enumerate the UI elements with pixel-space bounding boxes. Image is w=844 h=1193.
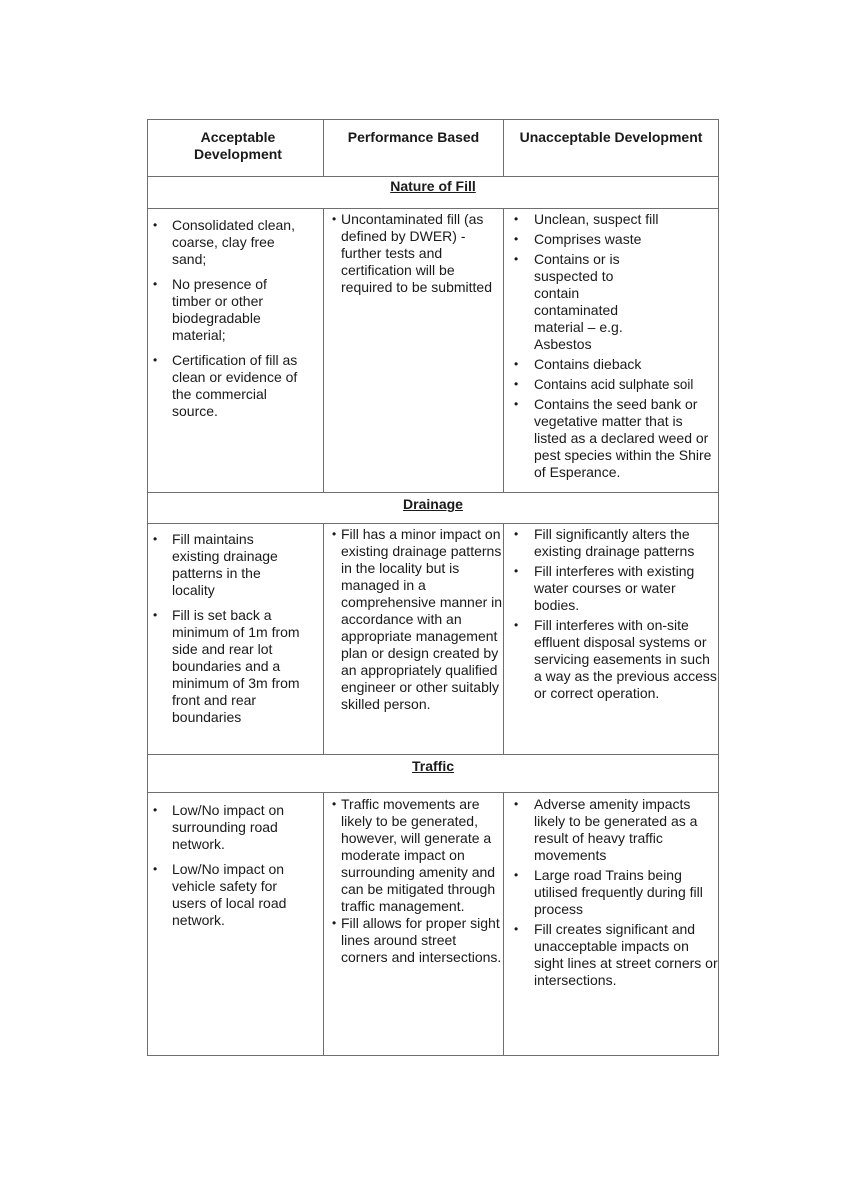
list-item: • Unclean, suspect fill — [504, 211, 718, 228]
row-divider — [148, 523, 718, 524]
list-item: • Contains acid sulphate soil — [504, 376, 718, 393]
section-title-drainage: Drainage — [403, 496, 463, 512]
drainage-acceptable-list — [148, 531, 308, 734]
traffic-acceptable-list — [148, 802, 308, 937]
list-item: • Fill significantly alters the existing drainage patterns — [504, 526, 718, 560]
list-item: • Contains the seed bank or vegetative matter that is listed as a declared weed or pest species within the Shire of Esperance. — [504, 396, 718, 481]
drainage-performance-list — [324, 526, 503, 713]
header-performance: Performance Based — [347, 129, 480, 145]
list-item: • Adverse amenity impacts likely to be generated as a result of heavy traffic movements — [504, 796, 718, 864]
list-item: • Fill interferes with on-site effluent disposal systems or servicing easements in such a way as the previous access or correct operation. — [504, 617, 718, 702]
traffic-unacceptable-list — [504, 796, 718, 992]
list-item: • Consolidated clean, coarse, clay free sand; — [148, 217, 308, 268]
nature-unacceptable-list — [504, 211, 718, 484]
list-item: • Uncontaminated fill (as defined by DWER) - further tests and certification will be required to be submitted — [324, 211, 503, 296]
header-unacceptable: Unacceptable Development — [519, 129, 703, 145]
list-item: • Low/No impact on vehicle safety for users of local road network. — [148, 861, 308, 929]
row-divider — [148, 492, 718, 493]
list-item: • Fill maintains existing drainage patterns in the locality — [148, 531, 308, 599]
list-item: • Fill is set back a minimum of 1m from side and rear lot boundaries and a minimum of 3m from front and rear boundaries — [148, 607, 308, 726]
traffic-performance-list — [324, 796, 503, 966]
section-title-nature-of-fill: Nature of Fill — [390, 178, 476, 194]
nature-performance-list — [324, 211, 503, 296]
row-divider — [148, 176, 718, 177]
list-item: • No presence of timber or other biodegradable material; — [148, 276, 308, 344]
drainage-unacceptable-list — [504, 526, 718, 705]
list-item: • Traffic movements are likely to be generated, however, will generate a moderate impact on surrounding amenity and can be mitigated through traffic management. — [324, 796, 503, 915]
list-item: • Contains or is suspected to contain contaminated material – e.g. Asbestos — [504, 251, 718, 353]
development-criteria-table — [147, 119, 719, 1056]
list-item: • Large road Trains being utilised frequently during fill process — [504, 867, 718, 918]
header-acceptable: Acceptable Development — [194, 129, 282, 162]
list-item: • Certification of fill as clean or evidence of the commercial source. — [148, 352, 308, 420]
row-divider — [148, 792, 718, 793]
list-item: • Fill creates significant and unacceptable impacts on sight lines at street corners or intersections. — [504, 921, 718, 989]
row-divider — [148, 754, 718, 755]
row-divider — [148, 208, 718, 209]
nature-acceptable-list — [148, 217, 308, 428]
list-item: • Fill interferes with existing water courses or water bodies. — [504, 563, 718, 614]
list-item: • Contains dieback — [504, 356, 718, 373]
list-item: • Comprises waste — [504, 231, 718, 248]
list-item: • Fill has a minor impact on existing drainage patterns in the locality but is managed in a comprehensive manner in accordance with an appropriate management plan or design created by an appropriately qualified engineer or other suitably skilled person. — [324, 526, 503, 713]
section-title-traffic: Traffic — [411, 758, 454, 774]
list-item: • Fill allows for proper sight lines around street corners and intersections. — [324, 915, 503, 966]
list-item: • Low/No impact on surrounding road network. — [148, 802, 308, 853]
